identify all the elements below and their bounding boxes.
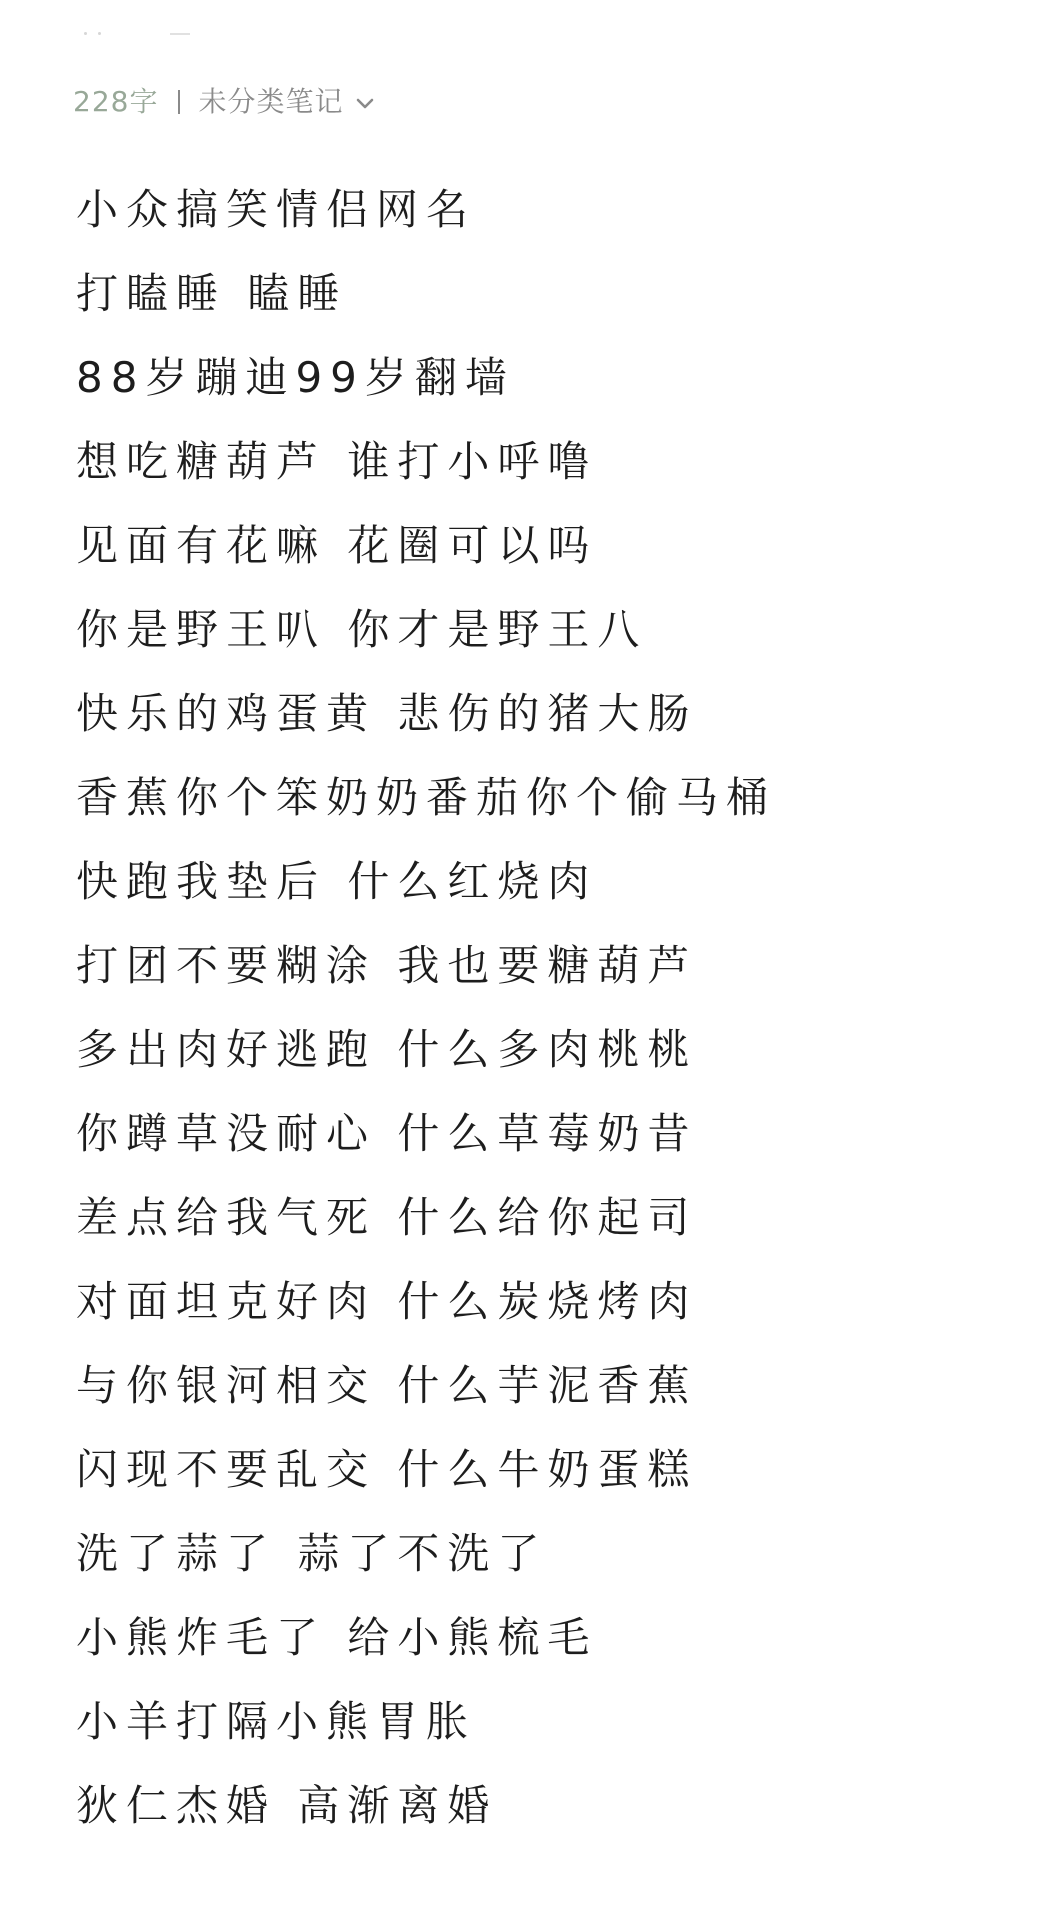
note-line: 闪现不要乱交 什么牛奶蛋糕 [76, 1445, 698, 1494]
note-line: 差点给我气死 什么给你起司 [76, 1193, 698, 1242]
note-line: 香蕉你个笨奶奶番茄你个偷马桶 [76, 773, 777, 822]
note-line: 打瞌睡 瞌睡 [76, 269, 348, 318]
note-line: 88岁蹦迪99岁翻墙 [76, 353, 515, 402]
note-line: 小熊炸毛了 给小熊梳毛 [76, 1613, 598, 1662]
note-line: 洗了蒜了 蒜了不洗了 [76, 1529, 548, 1578]
note-line: 狄仁杰婚 高渐离婚 [76, 1781, 498, 1830]
meta-separator [178, 90, 180, 114]
note-body[interactable] [76, 168, 996, 1848]
note-line: 对面坦克好肉 什么炭烧烤肉 [76, 1277, 698, 1326]
top-remnant-decoration [84, 28, 204, 38]
category-label[interactable]: 未分类笔记 [198, 85, 344, 118]
note-line: 打团不要糊涂 我也要糖葫芦 [76, 941, 698, 990]
note-line: 你蹲草没耐心 什么草莓奶昔 [76, 1109, 698, 1158]
word-count: 228字 [73, 85, 159, 118]
chevron-down-icon[interactable] [353, 90, 377, 114]
note-line: 快跑我垫后 什么红烧肉 [76, 857, 598, 906]
note-line: 多出肉好逃跑 什么多肉桃桃 [76, 1025, 698, 1074]
note-line: 想吃糖葫芦 谁打小呼噜 [76, 437, 598, 486]
note-line: 快乐的鸡蛋黄 悲伤的猪大肠 [76, 689, 698, 738]
dash-decoration [170, 33, 190, 35]
note-meta-row [73, 80, 377, 120]
note-line: 小羊打隔小熊胃胀 [76, 1697, 477, 1746]
note-line: 见面有花嘛 花圈可以吗 [76, 521, 598, 570]
note-line: 你是野王叭 你才是野王八 [76, 605, 648, 654]
note-title-line: 小众搞笑情侣网名 [76, 185, 477, 234]
dot-decoration [98, 32, 101, 35]
note-line: 与你银河相交 什么芋泥香蕉 [76, 1361, 698, 1410]
dot-decoration [84, 32, 87, 35]
